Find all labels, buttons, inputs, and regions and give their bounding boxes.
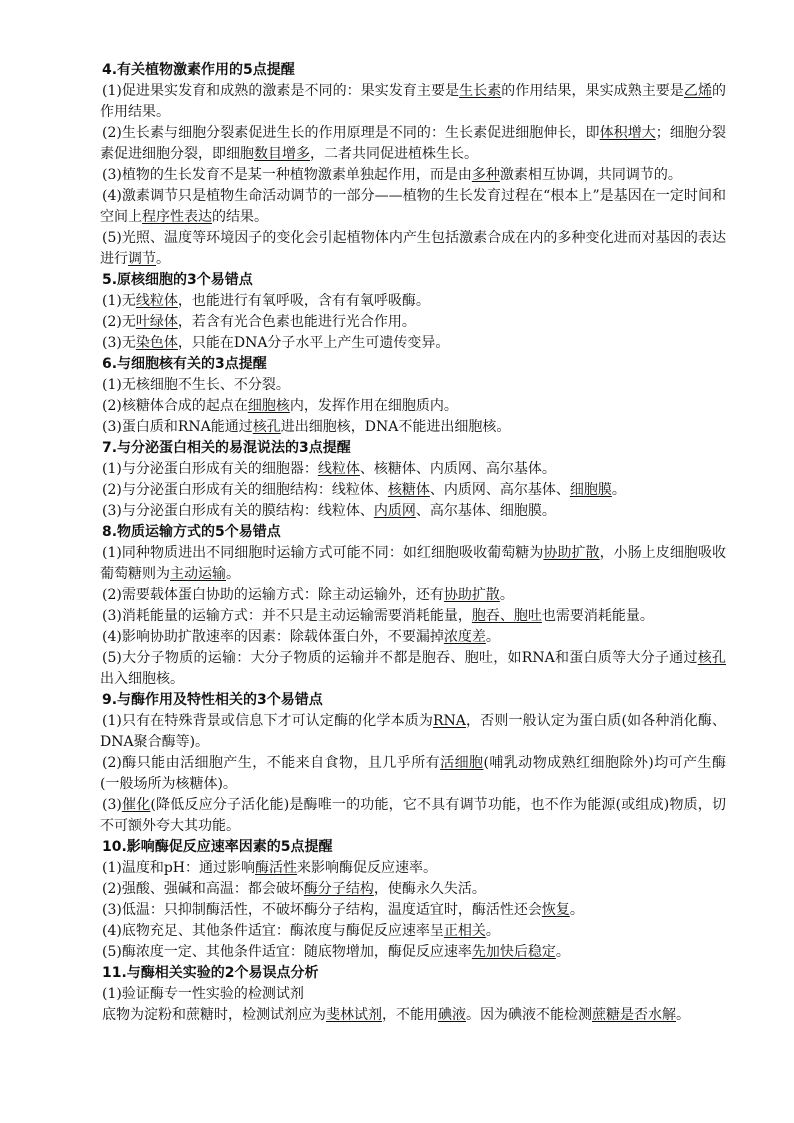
text-run: (1)同种物质进出不同细胞时运输方式可能不同：如红细胞吸收葡萄糖为 bbox=[102, 545, 544, 561]
text-run: 的结果。 bbox=[212, 209, 268, 225]
key-term: RNA bbox=[433, 713, 466, 729]
text-run: (1)温度和pH：通过影响 bbox=[102, 860, 256, 876]
paragraph bbox=[100, 501, 726, 522]
key-term: 斐林试剂 bbox=[326, 1007, 382, 1023]
text-run: 。 bbox=[499, 587, 514, 603]
key-term: 数目增多 bbox=[254, 146, 310, 162]
paragraph bbox=[100, 984, 726, 1005]
text-run: (2)生长素与细胞分裂素促进生长的作用原理是不同的：生长素促进细胞伸长，即 bbox=[102, 125, 600, 141]
section-heading: 7.与分泌蛋白相关的易混说法的3点提醒 bbox=[102, 440, 351, 456]
paragraph bbox=[100, 942, 726, 963]
text-run: ，只能在DNA分子水平上产生可遗传变异。 bbox=[177, 335, 450, 351]
paragraph bbox=[100, 81, 726, 123]
paragraph bbox=[100, 711, 726, 753]
text-run: ，否则一般认定为蛋白质(如各种消化酶、DNA聚合酶等)。 bbox=[100, 713, 726, 750]
text-run: ，也能进行有氧呼吸，含有有氧呼吸酶。 bbox=[177, 293, 430, 309]
text-run: 。 bbox=[611, 482, 626, 498]
text-run: 出入细胞核。 bbox=[100, 671, 184, 687]
key-term: 核孔 bbox=[252, 419, 281, 435]
section-heading: 10.影响酶促反应速率因素的5点提醒 bbox=[102, 839, 333, 855]
section-heading: 5.原核细胞的3个易错点 bbox=[102, 272, 253, 288]
key-term: 核糖体 bbox=[387, 482, 430, 498]
text-run: (1)促进果实发育和成熟的激素是不同的：果实发育主要是 bbox=[102, 83, 460, 99]
text-run: (3)植物的生长发育不是某一种植物激素单独起作用，而是由 bbox=[102, 167, 472, 183]
paragraph bbox=[100, 795, 726, 837]
text-run: 。 bbox=[156, 251, 170, 267]
text-run: (5)大分子物质的运输：大分子物质的运输并不都是胞吞、胞吐，如RNA和蛋白质等大分子通过 bbox=[102, 650, 698, 666]
text-run: 来影响酶促反应速率。 bbox=[297, 860, 438, 876]
key-term: 细胞膜 bbox=[569, 482, 612, 498]
text-run: (4)影响协助扩散速率的因素：除载体蛋白外，不要漏掉 bbox=[102, 629, 444, 645]
key-term: 正相关 bbox=[443, 923, 486, 939]
text-run: 底物为淀粉和蔗糖时，检测试剂应为 bbox=[102, 1007, 326, 1023]
key-term: 线粒体 bbox=[317, 461, 360, 477]
text-run: (4)底物充足、其他条件适宜：酶浓度与酶促反应速率呈 bbox=[102, 923, 444, 939]
text-run: (5)光照、温度等环境因子的变化会引起植物体内产生包括激素合成在内的多种变化进而对基因的表达进行 bbox=[100, 230, 726, 267]
key-term: 程序性表达 bbox=[142, 209, 212, 225]
key-term: 恢复 bbox=[541, 902, 570, 918]
document-page bbox=[100, 60, 726, 1026]
text-run: ，若含有光合色素也能进行光合作用。 bbox=[177, 314, 416, 330]
key-term: 蔗糖是否水解 bbox=[592, 1007, 676, 1023]
key-term: 体积增大 bbox=[599, 125, 656, 141]
text-run: 内，发挥作用在细胞质内。 bbox=[289, 398, 458, 414]
paragraph bbox=[100, 627, 726, 648]
text-run: (2)核糖体合成的起点在 bbox=[102, 398, 248, 414]
paragraph bbox=[100, 543, 726, 585]
key-term: 主动运输 bbox=[170, 566, 226, 582]
key-term: 协助扩散 bbox=[543, 545, 600, 561]
text-run: 。 bbox=[555, 944, 570, 960]
text-run: 。 bbox=[485, 629, 500, 645]
text-run: (5)酶浓度一定、其他条件适宜：随底物增加，酶促反应速率 bbox=[102, 944, 472, 960]
section-heading: 6.与细胞核有关的3点提醒 bbox=[102, 356, 267, 372]
key-term: 线粒体 bbox=[135, 293, 178, 309]
key-term: 内质网 bbox=[373, 503, 416, 519]
paragraph bbox=[100, 186, 726, 228]
paragraph bbox=[100, 312, 726, 333]
paragraph bbox=[100, 333, 726, 354]
section-heading: 9.与酶作用及特性相关的3个易错点 bbox=[102, 692, 323, 708]
key-term: 核孔 bbox=[697, 650, 727, 666]
paragraph bbox=[100, 879, 726, 900]
paragraph bbox=[100, 417, 726, 438]
key-term: 多种 bbox=[471, 167, 500, 183]
text-run: 。 bbox=[569, 902, 584, 918]
text-run: 。 bbox=[676, 1007, 690, 1023]
paragraph bbox=[100, 123, 726, 165]
text-run: (2)强酸、强碱和高温：都会破坏 bbox=[102, 881, 304, 897]
text-run: (3)蛋白质和RNA能通过 bbox=[102, 419, 253, 435]
text-run: (1)无 bbox=[102, 293, 136, 309]
text-run: (1)无核细胞不生长、不分裂。 bbox=[102, 377, 290, 393]
text-run: (2)酶只能由活细胞产生，不能来自食物，且几乎所有 bbox=[102, 755, 441, 771]
paragraph bbox=[100, 1005, 726, 1026]
text-run: (2)无 bbox=[102, 314, 136, 330]
text-run: 激素相互协调，共同调节的。 bbox=[499, 167, 682, 183]
text-run: ，小肠上皮细胞吸收葡萄糖则为 bbox=[100, 545, 726, 582]
text-run: (哺乳动物成熟红细胞除外)均可产生酶(一般场所为核糖体)。 bbox=[100, 755, 726, 792]
text-run: (2)需要载体蛋白协助的运输方式：除主动运输外，还有 bbox=[102, 587, 444, 603]
key-term: 胞吞、胞吐 bbox=[471, 608, 542, 624]
key-term: 浓度差 bbox=[443, 629, 486, 645]
key-term: 生长素 bbox=[459, 83, 502, 99]
text-run: 。 bbox=[226, 566, 240, 582]
paragraph bbox=[100, 396, 726, 417]
text-run: 、核糖体、内质网、高尔基体。 bbox=[359, 461, 556, 477]
text-run: 。因为碘液不能检测 bbox=[466, 1007, 592, 1023]
text-run: ，二者共同促进植株生长。 bbox=[310, 146, 478, 162]
text-run: 。 bbox=[485, 923, 500, 939]
key-term: 调节 bbox=[128, 251, 156, 267]
key-term: 催化 bbox=[121, 797, 151, 813]
paragraph bbox=[100, 900, 726, 921]
text-run: 也需要消耗能量。 bbox=[541, 608, 654, 624]
paragraph bbox=[100, 375, 726, 396]
key-term: 叶绿体 bbox=[135, 314, 178, 330]
text-run: 的作用结果，果实成熟主要是 bbox=[501, 83, 684, 99]
key-term: 酶分子结构 bbox=[303, 881, 374, 897]
section-heading: 8.物质运输方式的5个易错点 bbox=[102, 524, 281, 540]
text-run: 的作用结果。 bbox=[100, 83, 727, 120]
text-run: 、内质网、高尔基体、 bbox=[429, 482, 570, 498]
paragraph bbox=[100, 648, 726, 690]
section-heading: 4.有关植物激素作用的5点提醒 bbox=[102, 62, 295, 78]
paragraph bbox=[100, 459, 726, 480]
text-run: (3)低温：只抑制酶活性，不破坏酶分子结构，温度适宜时，酶活性还会 bbox=[102, 902, 542, 918]
text-run: 、高尔基体、细胞膜。 bbox=[415, 503, 556, 519]
paragraph bbox=[100, 585, 726, 606]
key-term: 先加快后稳定 bbox=[471, 944, 556, 960]
text-run: (1)验证酶专一性实验的检测试剂 bbox=[102, 986, 304, 1002]
section-heading: 11.与酶相关实验的2个易误点分析 bbox=[102, 965, 319, 981]
text-run: (3) bbox=[102, 797, 122, 813]
key-term: 酶活性 bbox=[255, 860, 298, 876]
text-run: (3)消耗能量的运输方式：并不只是主动运输需要消耗能量， bbox=[102, 608, 472, 624]
paragraph bbox=[100, 480, 726, 501]
text-run: (3)无 bbox=[102, 335, 136, 351]
text-run: 进出细胞核，DNA不能进出细胞核。 bbox=[280, 419, 511, 435]
paragraph bbox=[100, 921, 726, 942]
key-term: 活细胞 bbox=[440, 755, 484, 771]
key-term: 乙烯 bbox=[683, 83, 713, 99]
key-term: 碘液 bbox=[438, 1007, 466, 1023]
text-run: (4)激素调节只是植物生命活动调节的一部分——植物的生长发育过程在“根本上”是基因在一定时间和空间上 bbox=[100, 188, 726, 225]
paragraph bbox=[100, 606, 726, 627]
text-run: (降低反应分子活化能)是酶唯一的功能，它不具有调节功能，也不作为能源(或组成)物质，切不可额外夸大其功能。 bbox=[100, 797, 726, 834]
paragraph bbox=[100, 858, 726, 879]
paragraph bbox=[100, 228, 726, 270]
paragraph bbox=[100, 753, 726, 795]
text-run: ，不能用 bbox=[382, 1007, 438, 1023]
text-run: (1)与分泌蛋白形成有关的细胞器： bbox=[102, 461, 318, 477]
paragraph bbox=[100, 291, 726, 312]
key-term: 染色体 bbox=[135, 335, 178, 351]
key-term: 细胞核 bbox=[247, 398, 290, 414]
text-run: ；细胞分裂素促进细胞分裂，即细胞 bbox=[100, 125, 726, 162]
paragraph bbox=[100, 165, 726, 186]
text-run: (1)只有在特殊背景或信息下才可认定酶的化学本质为 bbox=[102, 713, 433, 729]
text-run: ，使酶永久失活。 bbox=[373, 881, 486, 897]
text-run: (2)与分泌蛋白形成有关的细胞结构：线粒体、 bbox=[102, 482, 388, 498]
key-term: 协助扩散 bbox=[443, 587, 500, 603]
text-run: (3)与分泌蛋白形成有关的膜结构：线粒体、 bbox=[102, 503, 374, 519]
